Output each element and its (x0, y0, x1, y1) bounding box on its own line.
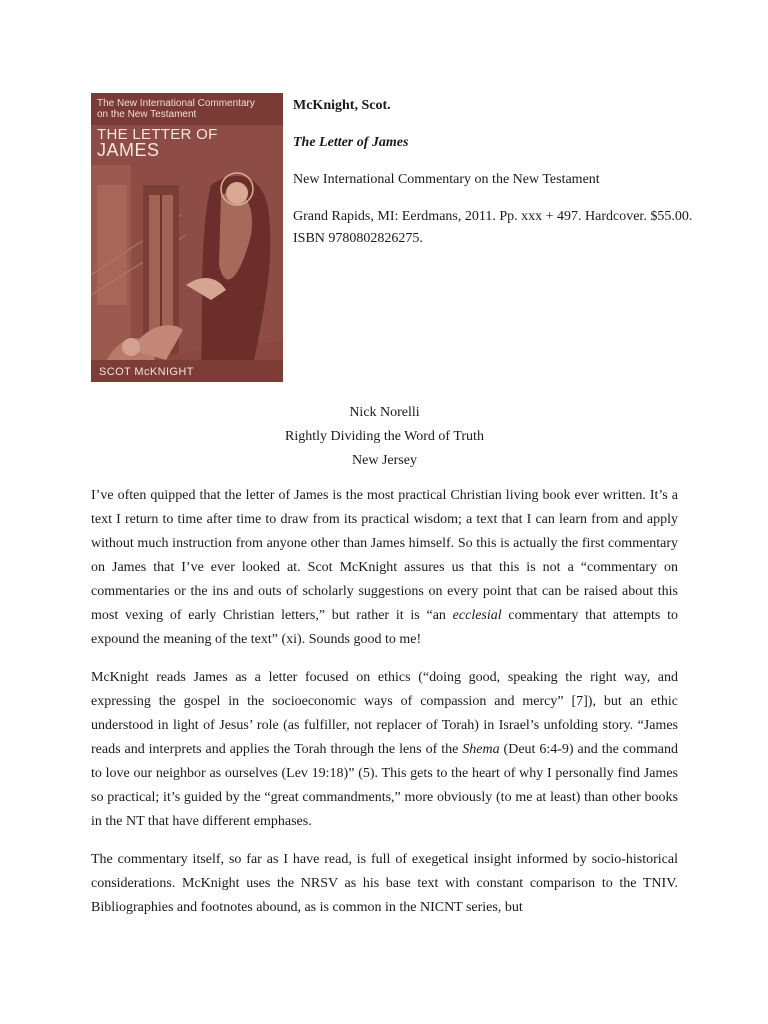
review-paragraph-2 (91, 666, 678, 834)
paragraph-2-emphasis: Shema (462, 742, 500, 757)
citation-author: McKnight, Scot. (293, 98, 391, 113)
book-cover (91, 93, 283, 382)
cover-title-line-2: JAMES (97, 140, 160, 160)
annunciation-painting-illustration (91, 125, 283, 382)
citation-series: New International Commentary on the New Testament (293, 172, 600, 187)
reviewer-name: Nick Norelli (349, 405, 420, 420)
paragraph-2-text-b: (Deut 6:4-9) and the command to love our neighbor as ourselves (Lev 19:18)” (5). This gets to the heart of why I personally find James so practical; it’s guided by the “great commandments,” more obviously (to me at least) than other books in the NT that have different emphases. (91, 742, 678, 829)
paragraph-1-text-a: I’ve often quipped that the letter of James is the most practical Christian living book ever written. It’s a text I return to time after time to draw from its practical wisdom; a text that I can learn from and apply without much instruction from anyone other than James himself. So this is actually the first commentary on James that I’ve ever looked at. Scot McKnight assures us that this is not a “commentary on commentaries or the ins and outs of scholarly suggestions on every point that can be raised about this most vexing of early Christian letters,” but rather it is “an (91, 488, 678, 623)
cover-series-label (97, 98, 279, 120)
cover-title-line-1: THE LETTER OF (97, 126, 218, 143)
citation-title: The Letter of James (293, 135, 409, 150)
cover-author: SCOT McKNIGHT (99, 366, 194, 378)
citation-publication: Grand Rapids, MI: Eerdmans, 2011. Pp. xxx + 497. Hardcover. $55.00. ISBN 9780802826275. (293, 209, 693, 246)
cover-series-line-1: The New International Commentary (97, 98, 255, 109)
cover-series-line-2: on the New Testament (97, 109, 197, 120)
review-paragraph-3: The commentary itself, so far as I have read, is full of exegetical insight informed by socio-historical considerations. McKnight uses the NRSV as his base text with constant comparison to the TNIV. Bibliographies and footnotes abound, as is common in the NICNT series, but (91, 852, 678, 915)
review-paragraph-1 (91, 484, 678, 652)
reviewer-affiliation: Rightly Dividing the Word of Truth (285, 429, 484, 444)
paragraph-2-text-a: McKnight reads James as a letter focused on ethics (“doing good, speaking the right way, and expressing the gospel in the socioeconomic ways of compassion and mercy” [7]), but an ethic understood in light of Jesus’ role (as fulfiller, not replacer of Torah) in Israel’s unfolding story. “James reads and interprets and applies the Torah through the lens of the (91, 670, 678, 757)
book-citation (293, 95, 693, 250)
reviewer-block (91, 401, 678, 473)
paragraph-1-emphasis: ecclesial (452, 608, 502, 623)
reviewer-location: New Jersey (352, 453, 417, 468)
paragraph-1-text-b: commentary that attempts to expound the meaning of the text” (xi). Sounds good to me! (91, 608, 678, 647)
review-body (91, 484, 678, 934)
